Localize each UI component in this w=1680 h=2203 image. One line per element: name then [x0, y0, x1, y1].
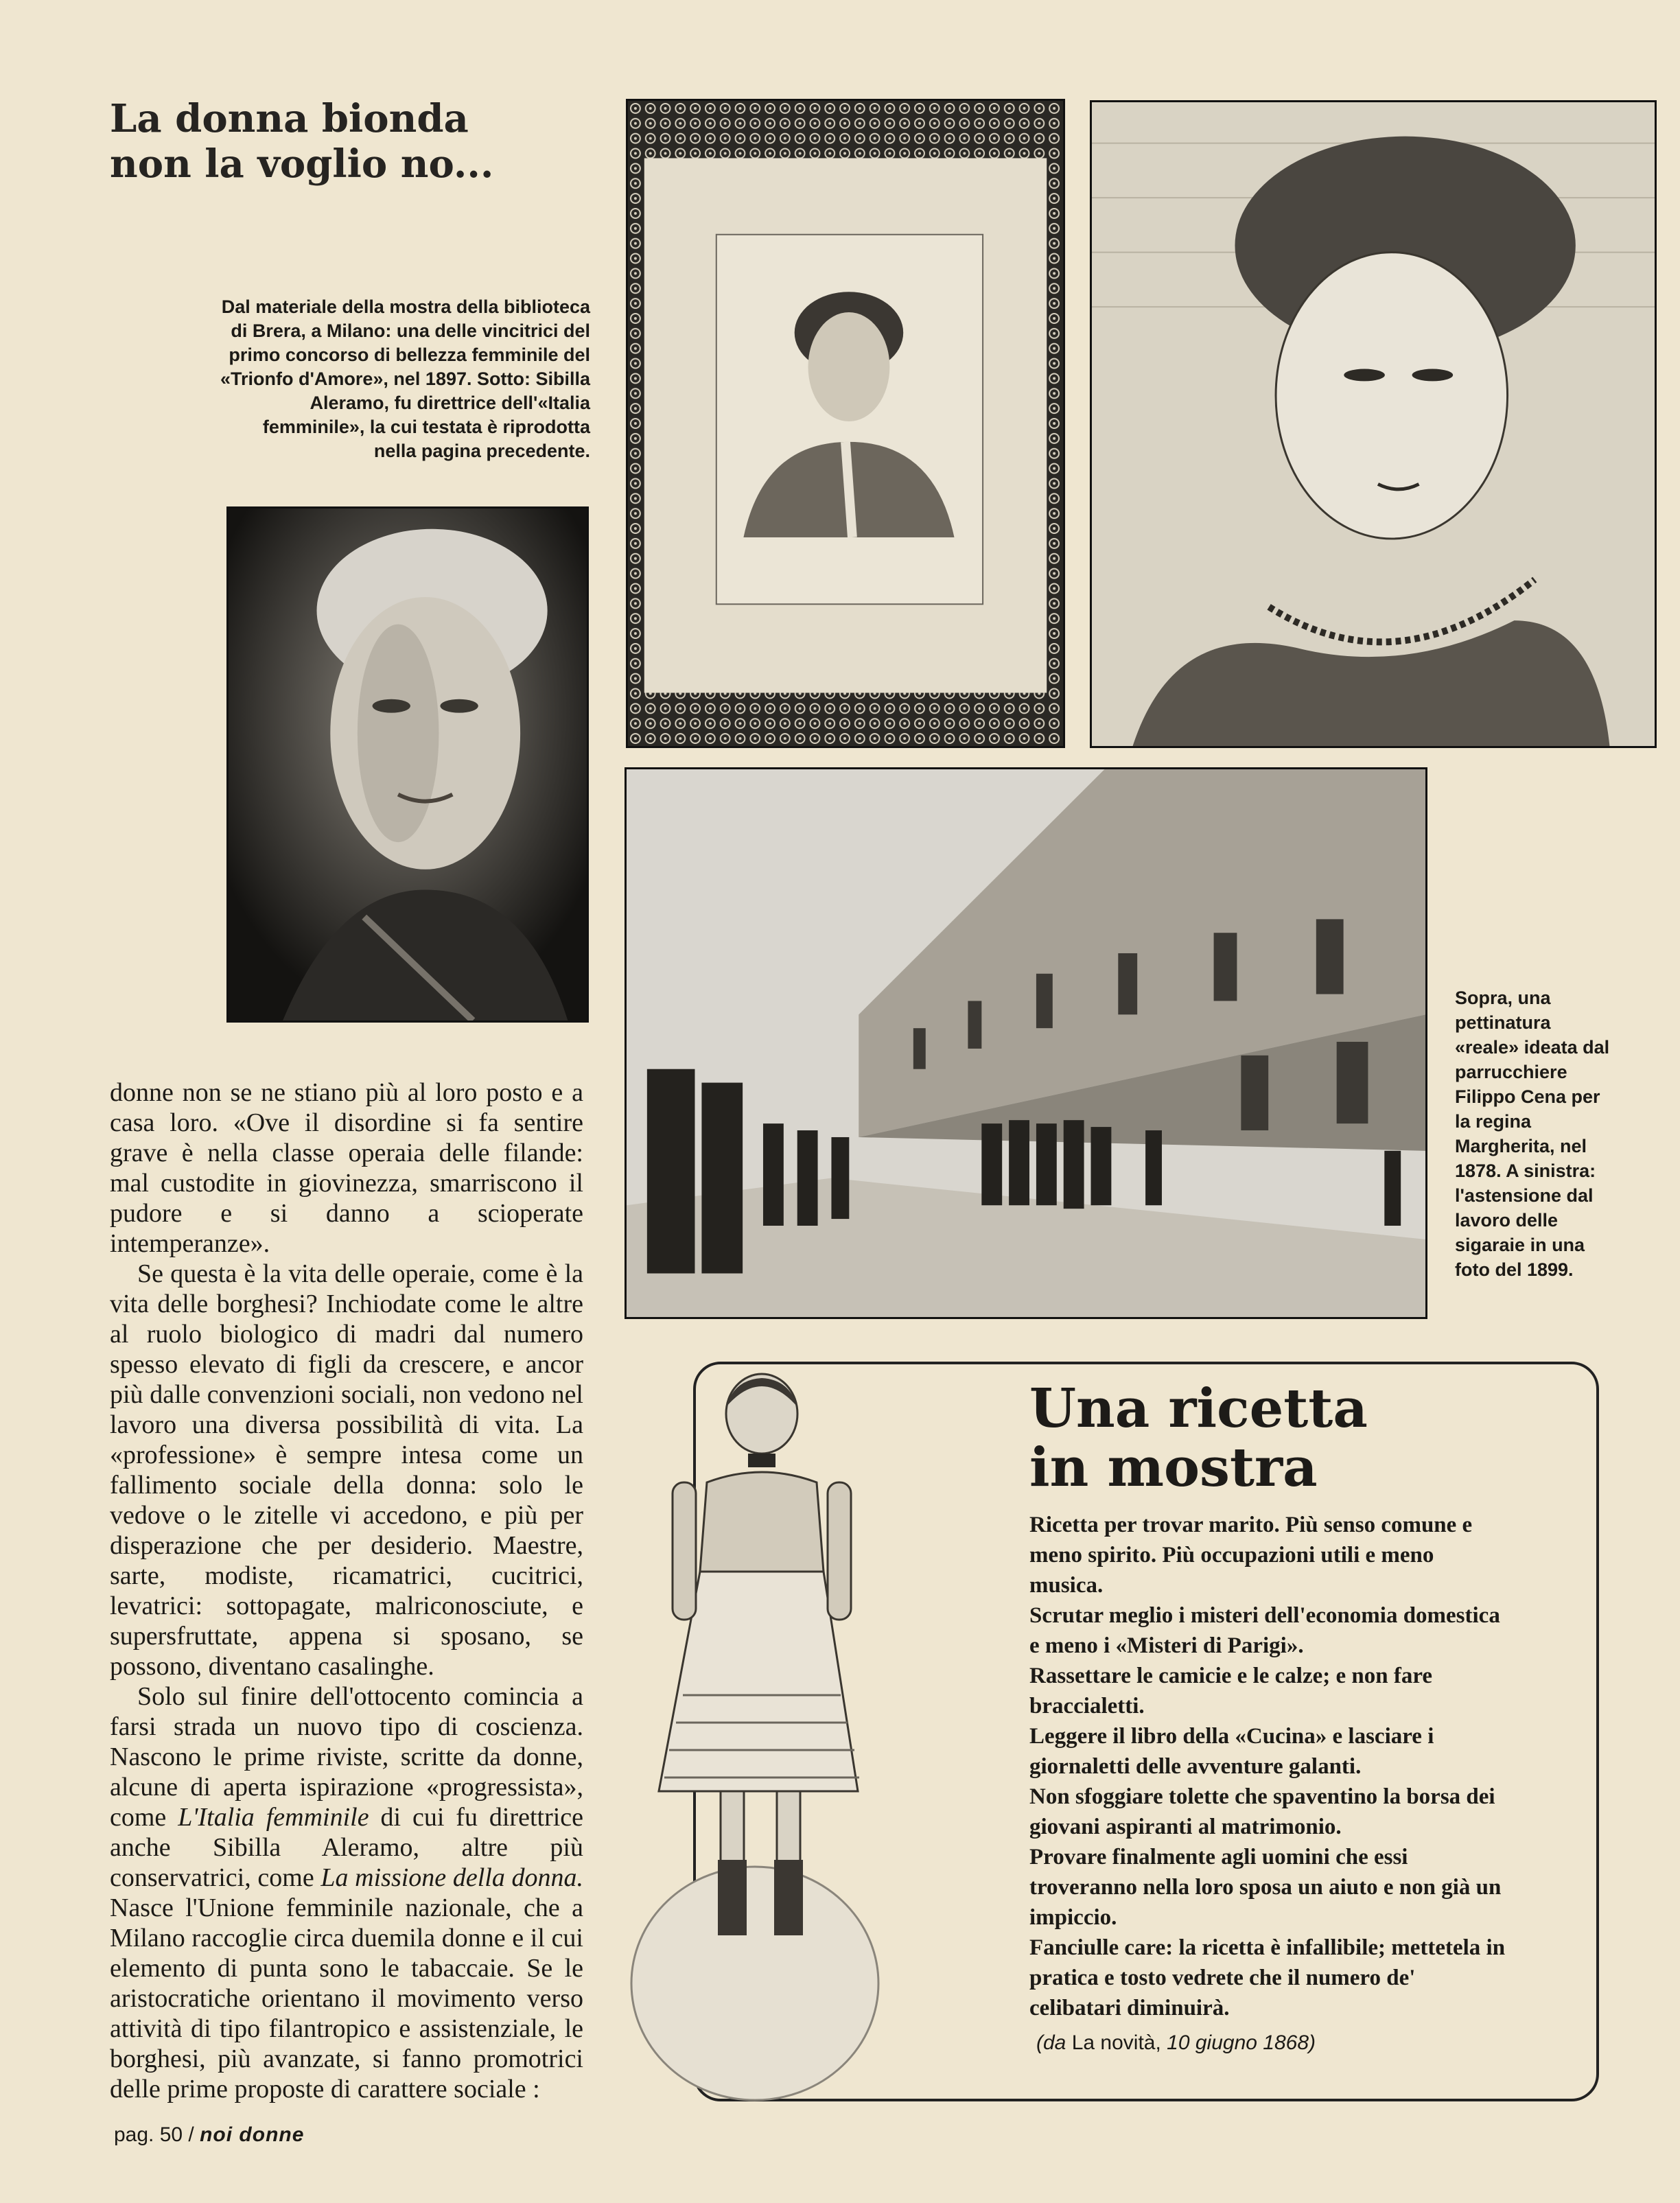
magazine-title-italia-femminile: L'Italia femminile — [178, 1803, 369, 1832]
caption-top: Dal materiale della mostra della biblioteca di Brera, a Milano: una delle vincitrici del primo concorso di bellezza femminile del «Trionfo d'Amore», nel 1897. Sotto: Sibilla Aleramo, fu direttrice dell'«Italia femminile», la cui testata è riprodotta nella pagina precedente. — [220, 296, 590, 461]
body-paragraph-1: donne non se ne stiano più al loro posto e a casa loro. «Ove il disordine si fa sentire grave è nella classe operaia delle filande: mal custodite in giovinezza, smarriscono il pudore e si danno a scioperate intemperanze». — [110, 1078, 583, 1258]
page-footer — [114, 2123, 304, 2147]
hairstyle-illustration — [1092, 102, 1655, 746]
recipe-line: Fanciulle care: la ricetta è infallibile; mettetela in pratica e tosto vedrete che il numero de' celibatari diminuirà. — [1029, 1935, 1506, 2020]
body-text — [110, 1077, 583, 2104]
recipe-line: Scrutar meglio i misteri dell'economia domestica e meno i «Misteri di Parigi». — [1029, 1603, 1500, 1658]
recipe-source — [1036, 2031, 1421, 2055]
engraving-illustration — [628, 101, 1063, 746]
recipe-line: Ricetta per trovar marito. Più senso comune e meno spirito. Più occupazioni utili e meno musica. — [1029, 1513, 1473, 1598]
photo-queen-margherita-hairstyle — [1090, 100, 1657, 748]
recipe-line: Rassettare le camicie e le calze; e non fare braccialetti. — [1029, 1664, 1433, 1718]
headline — [110, 96, 494, 187]
headline-line-2: non la voglio no... — [110, 141, 494, 187]
magazine-name: noi donne — [200, 2123, 305, 2146]
recipe-title — [1029, 1379, 1551, 1497]
street-scene-illustration — [627, 769, 1425, 1317]
magazine-title-missione-donna: La missione della donna. — [320, 1863, 583, 1892]
headline-line-1: La donna bionda — [110, 96, 469, 141]
body-paragraph-3-part-3: Nasce l'Unione femminile nazionale, che a Milano raccoglie circa duemila donne e il cui elemento di punta sono le tabaccaie. Se le aristocratiche orientano il movimento verso attività di tipo filantropico e assistenziale, le borghesi, più avanzate, si fanno promotrici delle prime proposte di carattere sociale : — [110, 1893, 583, 2103]
page-number: pag. 50 / — [114, 2123, 194, 2146]
recipe-source-date: 10 giugno 1868) — [1167, 2031, 1316, 2054]
recipe-source-prefix: (da — [1036, 2031, 1066, 2054]
recipe-title-line-2: in mostra — [1029, 1436, 1318, 1499]
girl-figure-illustration — [618, 1366, 885, 2107]
recipe-line: Leggere il libro della «Cucina» e lasciare i giornaletti delle avventure galanti. — [1029, 1724, 1434, 1779]
body-paragraph-2: Se questa è la vita delle operaie, come è la vita delle borghesi? Inchiodate come le altre al ruolo biologico di madri dal numero spesso elevato di figli da crescere, e ancor più dalle convenzioni sociali, non vedono nel lavoro una diversa possibilità di vita. La «professione» è sempre intesa come un fallimento sociale della donna: solo le vedove o le zitelle vi accedono, e più per disperazione che per desiderio. Maestre, sarte, modiste, ricamatrici, cucitrici, levatrici: sottopagate, malriconosciute, e supersfruttate, appena si sposano, se possono, diventano casalinghe. — [110, 1259, 583, 1681]
recipe-line: Non sfoggiare tolette che spaventino la borsa dei giovani aspiranti al matrimonio. — [1029, 1784, 1495, 1839]
caption-right: Sopra, una pettinatura «reale» ideata dal parrucchiere Filippo Cena per la regina Margherita, nel 1878. A sinistra: l'astensione dal lavoro delle sigaraie in una foto del 1899. — [1455, 988, 1610, 1280]
photo-sibilla-aleramo — [226, 506, 589, 1023]
paper-doll-illustration — [618, 1366, 885, 2107]
body-paragraph-3-part-2: di cui fu direttrice anche Sibilla Aleramo, altre più conservatrici, come — [110, 1803, 584, 1892]
portrait-illustration — [229, 509, 587, 1021]
photo-beauty-contest-winner — [626, 99, 1065, 748]
body-paragraph-3 — [110, 1681, 583, 2104]
recipe-title-line-1: Una ricetta — [1029, 1377, 1368, 1440]
photo-cigar-workers-strike — [625, 767, 1427, 1319]
recipe-line: Provare finalmente agli uomini che essi troveranno nella loro sposa un aiuto e non già un impiccio. — [1029, 1845, 1502, 1930]
recipe-text — [1029, 1510, 1510, 2023]
body-paragraph-3-part-1: Solo sul finire dell'ottocento comincia a farsi strada un nuovo tipo di coscienza. Nascono le prime riviste, scritte da donne, alcune di aperta ispirazione «progressista», come — [110, 1682, 583, 1832]
recipe-source-publication: La novità, — [1071, 2031, 1161, 2054]
